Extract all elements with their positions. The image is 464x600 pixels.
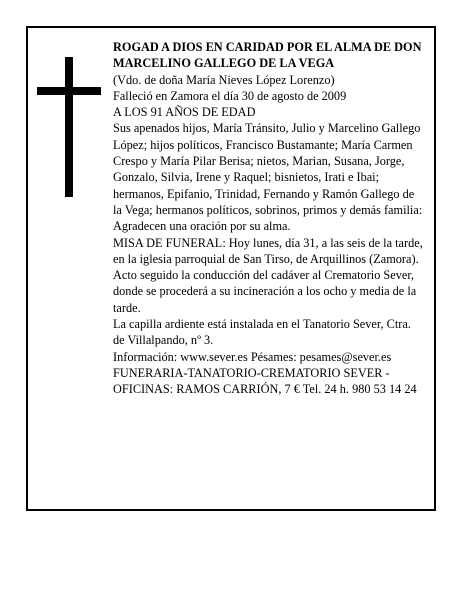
cross-vertical-bar — [65, 57, 73, 197]
information-line: Información: www.sever.es Pésames: pesames@sever.es — [113, 349, 392, 364]
cross-horizontal-bar — [37, 87, 101, 95]
notice-text-block — [113, 39, 424, 398]
death-date-line: Falleció en Zamora el día 30 de agosto de 2009 — [113, 88, 347, 103]
funeral-mass-paragraph: MISA DE FUNERAL: Hoy lunes, día 31, a las seis de la tarde, en la iglesia parroquial de San Tirso, de Arquillinos (Zamora). Acto seguido la conducción del cadáver al Crematorio Sever, donde se procederá a su incineración a los ocho y media de la tarde. — [113, 235, 423, 315]
widow-of-line: (Vdo. de doña María Nieves López Lorenzo) — [113, 72, 335, 87]
family-paragraph: Sus apenados hijos, María Tránsito, Julio y Marcelino Gallego López; hijos políticos, Francisco Bustamante; María Carmen Crespo y María Pilar Berisa; nietos, Marian, Susana, Jorge, Gonzalo, Silvia, Irene y Raquel; bisnietos, Irati e Ibai; hermanos, Epifanio, Trinidad, Fernando y Ramón Gallego de la Vega; hermanos políticos, sobrinos, primos y demás familia: — [113, 121, 423, 217]
chapel-paragraph: La capilla ardiente está instalada en el Tanatorio Sever, Ctra. de Villalpando, nº 3. — [113, 317, 411, 348]
thanks-line: Agradecen una oración por su alma. — [113, 219, 291, 234]
cross-icon — [37, 57, 101, 197]
age-line: A LOS 91 AÑOS DE EDAD — [113, 105, 256, 120]
funeral-home-line: FUNERARIA-TANATORIO-CREMATORIO SEVER - OFICINAS: RAMOS CARRIÓN, 7 € Tel. 24 h. 980 53 14 24 — [113, 365, 417, 397]
notice-heading: ROGAD A DIOS EN CARIDAD POR EL ALMA DE DON MARCELINO GALLEGO DE LA VEGA — [113, 40, 422, 71]
